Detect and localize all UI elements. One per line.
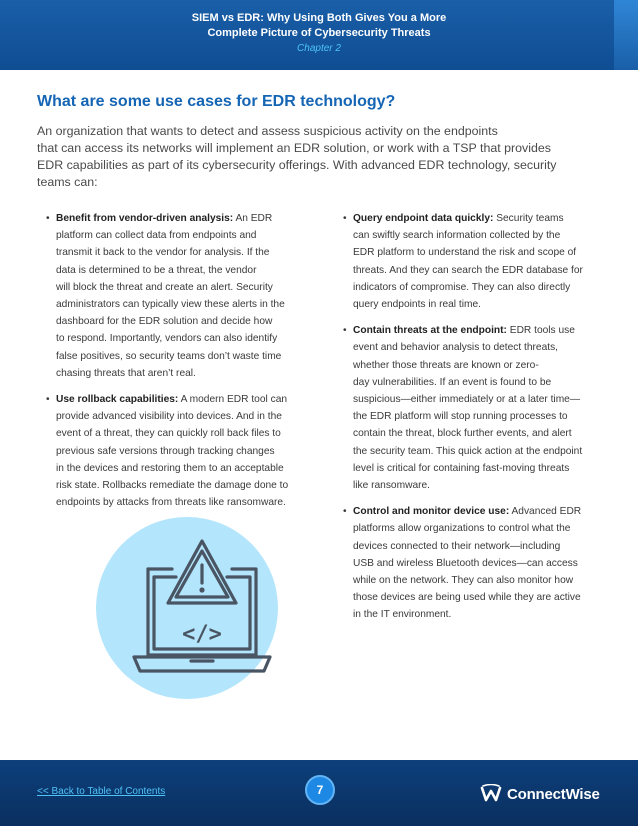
bullet-line: USB and wireless Bluetooth devices—can access <box>353 557 578 569</box>
bullet-line: platform can collect data from endpoints and <box>56 230 257 242</box>
left-bullet-column <box>46 210 316 520</box>
section-title: What are some use cases for EDR technology? <box>37 93 396 110</box>
bullet-heading: Use rollback capabilities: <box>56 394 179 406</box>
bullet-line: suspicious—either immediately or at a later time— <box>353 394 581 406</box>
bullet-first-line <box>353 322 605 339</box>
bullet-line: can swiftly search information collected by the <box>353 230 561 242</box>
bullet-dot: • <box>46 213 50 224</box>
bullet-contain-threats <box>343 322 605 494</box>
bullet-first-text: Advanced EDR <box>509 506 582 518</box>
bullet-line: day vulnerabilities. If an event is found to be <box>353 376 552 388</box>
bullet-line: those devices are being used while they are active <box>353 592 581 604</box>
bullet-line: devices connected to their network—including <box>353 540 561 552</box>
bullet-dot: • <box>343 213 347 224</box>
header-title-line2: Complete Picture of Cybersecurity Threats <box>207 27 431 39</box>
bullet-line: previous safe versions through tracking changes <box>56 445 275 457</box>
bullet-first-line <box>353 503 605 520</box>
bullet-line: event and behavior analysis to detect threats, <box>353 342 559 354</box>
intro-line: EDR capabilities as part of its cybersecurity offerings. With advanced EDR technology, security <box>37 158 557 172</box>
header-title-line1: SIEM vs EDR: Why Using Both Gives You a More <box>191 12 447 24</box>
bullet-line: transmit it back to the vendor for analysis. If the <box>56 247 270 259</box>
bullet-line: query endpoints in real time. <box>353 299 481 311</box>
bullet-line: indicators of compromise. They can also directly <box>353 281 571 293</box>
bullet-line: data is determined to be a threat, the vendor <box>56 264 257 276</box>
bullet-line: false positives, so security teams don’t waste time <box>56 350 282 362</box>
bullet-line: level is critical for containing fast-moving threats <box>353 462 570 474</box>
bullet-first-text: An EDR <box>233 213 273 224</box>
bullet-first-line <box>56 391 316 408</box>
bullet-rollback <box>46 391 316 511</box>
bullet-dot: • <box>343 325 347 337</box>
intro-line: teams can: <box>37 175 98 189</box>
page-header <box>0 0 638 70</box>
bullet-first-line <box>56 210 316 227</box>
intro-paragraph <box>37 123 607 191</box>
bullet-first-line <box>353 210 605 227</box>
intro-line: An organization that wants to detect and assess suspicious activity on the endpoints <box>37 124 498 138</box>
connectwise-brand-text: ConnectWise <box>507 785 600 803</box>
bullet-line: dashboard for the EDR solution and decide how <box>56 316 273 328</box>
bullet-line: risk state. Rollbacks remediate the damage done to <box>56 480 289 492</box>
bullet-first-text: A modern EDR tool can <box>178 394 288 406</box>
bullet-line: provide advanced visibility into devices. And in the <box>56 411 282 423</box>
bullet-dot: • <box>343 506 347 518</box>
bullet-line: like ransomware. <box>353 480 430 492</box>
right-bullet-column <box>343 210 605 633</box>
bullet-line: will block the threat and create an alert. Security <box>56 281 273 293</box>
bullet-line: threats. And they can search the EDR database for <box>353 264 583 276</box>
bullet-device-control <box>343 503 605 623</box>
bullet-heading: Control and monitor device use: <box>353 506 510 518</box>
bullet-heading: Query endpoint data quickly: <box>353 213 494 224</box>
back-to-toc-link[interactable]: << Back to Table of Contents <box>37 786 166 797</box>
bullet-first-text: Security teams <box>493 213 564 224</box>
page-number-badge: 7 <box>305 775 335 805</box>
bullet-line: while on the network. They can also monitor how <box>353 575 574 587</box>
bullet-heading: Contain threats at the endpoint: <box>353 325 507 337</box>
bullet-line: in the devices and restoring them to an acceptable <box>56 462 284 474</box>
bullet-line: contain the threat, block further events, and alert <box>353 428 572 440</box>
bullet-line: the EDR platform will stop running processes to <box>353 411 568 423</box>
bullet-first-text: EDR tools use <box>506 325 575 337</box>
code-symbol: </> <box>182 622 222 647</box>
bullet-line: whether those threats are known or zero- <box>353 359 539 371</box>
bullet-line: in the IT environment. <box>353 609 452 621</box>
connectwise-logo <box>480 783 600 805</box>
bullet-dot: • <box>46 394 50 406</box>
intro-line: that can access its networks will implement an EDR solution, or work with a TSP that provides <box>37 141 551 155</box>
bullet-line: EDR platform to understand the risk and scope of <box>353 247 577 259</box>
laptop-warning-illustration <box>96 517 278 699</box>
bullet-vendor-analysis <box>46 210 316 382</box>
bullet-line: administrators can typically view these alerts in the <box>56 299 285 311</box>
connectwise-logo-icon <box>480 784 502 804</box>
bullet-line: to respond. Importantly, vendors can also identify <box>56 333 278 345</box>
bullet-line: the security team. This quick action at the endpoint <box>353 445 583 457</box>
bullet-line: endpoints by attacks from threats like ransomware. <box>56 497 286 509</box>
bullet-line: chasing threats that aren’t real. <box>56 367 196 379</box>
bullet-query-endpoint <box>343 210 605 313</box>
chapter-label: Chapter 2 <box>297 43 341 54</box>
warning-dot <box>199 587 204 592</box>
bullet-line: platforms allow organizations to control what the <box>353 523 571 535</box>
bullet-heading: Benefit from vendor-driven analysis: <box>56 213 234 224</box>
bullet-line: event of a threat, they can quickly roll back files to <box>56 428 281 440</box>
page-footer <box>0 760 638 826</box>
